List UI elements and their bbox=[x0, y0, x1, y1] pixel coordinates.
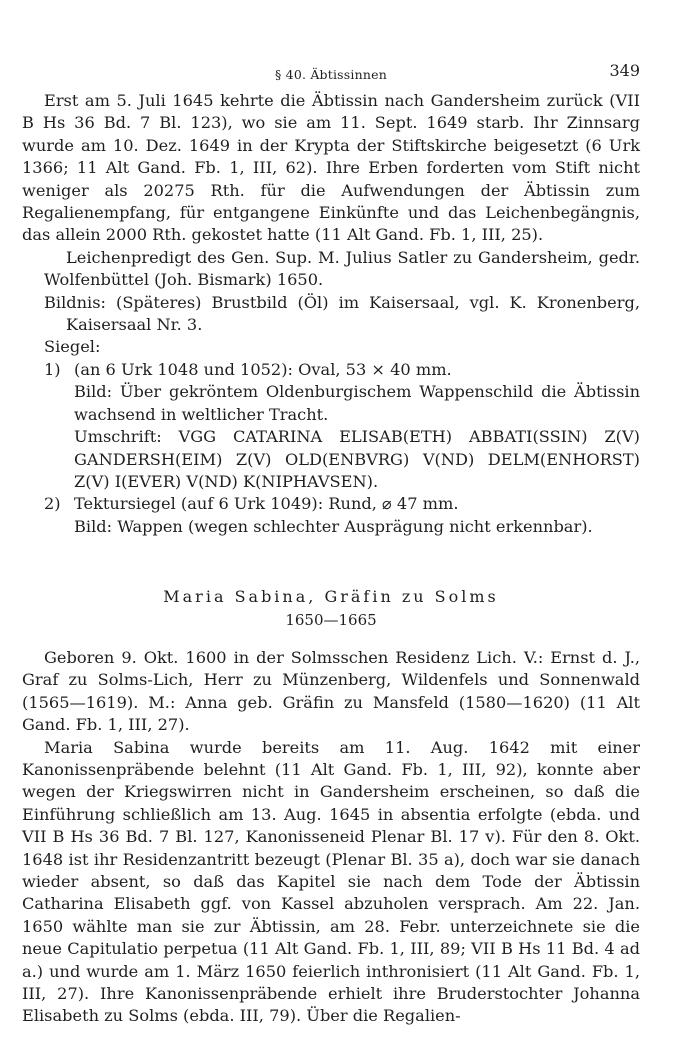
section-title: § 40. Äbtissinnen bbox=[275, 67, 387, 82]
seal-item-line: Bild: Über gekröntem Oldenburgischem Wappenschild die Äbtissin wachsend in weltlicher Tracht. bbox=[74, 382, 640, 424]
seal-item-line: Tektursiegel (auf 6 Urk 1049): Rund, ⌀ 47 mm. bbox=[74, 494, 459, 514]
book-page bbox=[22, 60, 640, 1028]
section-gap bbox=[22, 538, 640, 586]
seal-label: Siegel: bbox=[44, 337, 101, 357]
seal-item-1 bbox=[22, 359, 640, 493]
seal-item-line: Bild: Wappen (wegen schlechter Ausprägung nicht erkennbar). bbox=[74, 516, 593, 536]
seal-item-line: (an 6 Urk 1048 und 1052): Oval, 53 × 40 mm. bbox=[74, 359, 452, 379]
page-number: 349 bbox=[609, 61, 640, 80]
seal-item-body bbox=[74, 359, 640, 493]
seal-item-line: Umschrift: VGG CATARINA ELISAB(ETH) ABBATI(SSIN) Z(V) GANDERSH(EIM) Z(V) OLD(ENBVRG) V(ND) DELM(ENHORST) Z(V) I(EVER) V(ND) K(NIPHAVSEN). bbox=[74, 427, 640, 491]
portrait-entry: Bildnis: (Späteres) Brustbild (Öl) im Kaisersaal, vgl. K. Kronenberg, Kaisersaal Nr. 3. bbox=[44, 292, 640, 335]
funeral-sermon-text: Leichenpredigt des Gen. Sup. M. Julius Satler zu Gandersheim, gedr. Wolfenbüttel (Joh. Bismark) 1650. bbox=[44, 247, 640, 290]
seal-item-body bbox=[74, 493, 640, 538]
running-head bbox=[22, 60, 640, 90]
seal-item-2 bbox=[22, 493, 640, 538]
abbess-years: 1650—1665 bbox=[285, 610, 377, 629]
seal-item-number: 1) bbox=[44, 359, 61, 379]
abbess-heading: Maria Sabina, Gräfin zu Solms bbox=[163, 587, 499, 607]
paragraph-funeral-sermon bbox=[22, 247, 640, 292]
paragraph-death-burial: Erst am 5. Juli 1645 kehrte die Äbtissin nach Gandersheim zurück (VII B Hs 36 Bd. 7 Bl. 123), wo sie am 11. Sept. 1649 starb. Ihr Zinnsarg wurde am 10. Dez. 1649 in der Krypta der Stiftskirche beigesetzt (6 Urk 1366; 11 Alt Gand. Fb. 1, III, 62). Ihre Erben forderten vom Stift nicht weniger als 20275 Rth. für die Aufwendungen der Äbtissin zum Regalienempfang, für entgangene Einkünfte und das Leichenbegängnis, das allein 2000 Rth. gekostet hatte (11 Alt Gand. Fb. 1, III, 25). bbox=[22, 91, 640, 245]
seal-item-number: 2) bbox=[44, 494, 61, 514]
paragraph-birth: Geboren 9. Okt. 1600 in der Solmsschen Residenz Lich. V.: Ernst d. J., Graf zu Solms-Lich, Herr zu Münzenberg, Wildenfels und Sonnenwald (1565—1619). M.: Anna geb. Gräfin zu Mansfeld (1580—1620) (11 Alt Gand. Fb. 1, III, 27). bbox=[22, 647, 640, 735]
paragraph-career: Maria Sabina wurde bereits am 11. Aug. 1642 mit einer Kanonissenpräbende belehnt (11 Alt Gand. Fb. 1, III, 92), konnte aber wegen der Kriegswirren nicht in Gandersheim erscheinen, so daß die Einführung schließlich am 13. Aug. 1645 in absentia erfolgte (ebda. und VII B Hs 36 Bd. 7 Bl. 127, Kanonisseneid Plenar Bl. 17 v). Für den 8. Okt. 1648 ist ihr Residenzantritt bezeugt (Plenar Bl. 35 a), doch war sie danach wieder absent, so daß das Kapitel sie nach dem Tode der Äbtissin Catharina Elisabeth ggf. von Kassel abzuholen versprach. Am 22. Jan. 1650 wählte man sie zur Äbtissin, am 28. Febr. unterzeichnete sie die neue Capitulatio perpetua (11 Alt Gand. Fb. 1, III, 89; VII B Hs 11 Bd. 4 ad a.) und wurde am 1. März 1650 feierlich inthronisiert (11 Alt Gand. Fb. 1, III, 27). Ihre Kanonissenpräbende erhielt ihre Bruderstochter Johanna Elisabeth zu Solms (ebda. III, 79). Über die Regalien- bbox=[22, 737, 640, 1026]
